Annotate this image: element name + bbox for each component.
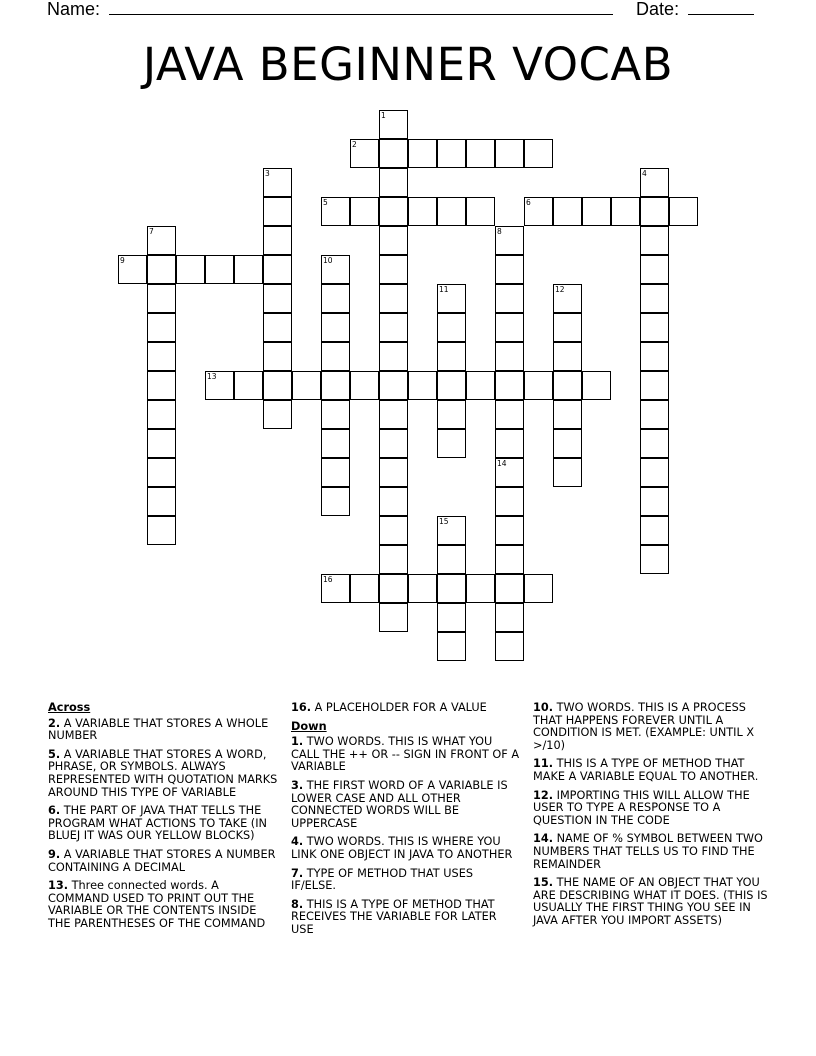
grid-cell[interactable] (524, 139, 553, 168)
grid-cell[interactable] (437, 603, 466, 632)
grid-cell[interactable] (321, 284, 350, 313)
grid-cell[interactable] (553, 400, 582, 429)
grid-cell[interactable] (466, 371, 495, 400)
grid-cell[interactable] (640, 487, 669, 516)
grid-cell[interactable] (640, 255, 669, 284)
grid-cell[interactable] (205, 255, 234, 284)
across-clue (291, 702, 521, 715)
grid-cell[interactable] (553, 284, 582, 313)
grid-cell[interactable] (524, 197, 553, 226)
grid-cell[interactable] (379, 429, 408, 458)
grid-cell[interactable] (437, 313, 466, 342)
clue-number: 11 (439, 285, 449, 294)
grid-cell[interactable] (466, 197, 495, 226)
grid-cell[interactable] (292, 371, 321, 400)
clue-number-label: 10. (533, 701, 554, 714)
clue-text: THE NAME OF AN OBJECT THAT YOU ARE DESCRIBING WHAT IT DOES. (THIS IS USUALLY THE FIRST THING YOU SEE IN JAVA AFTER YOU IMPORT ASSETS) (533, 876, 768, 927)
grid-cell[interactable] (379, 603, 408, 632)
grid-cell[interactable] (437, 574, 466, 603)
grid-cell[interactable] (118, 255, 147, 284)
grid-cell[interactable] (640, 371, 669, 400)
grid-cell[interactable] (379, 313, 408, 342)
clue-number: 12 (555, 285, 565, 294)
grid-cell[interactable] (611, 197, 640, 226)
grid-cell[interactable] (437, 342, 466, 371)
clue-number-label: 13. (48, 879, 69, 893)
grid-cell[interactable] (263, 342, 292, 371)
grid-cell[interactable] (147, 516, 176, 545)
grid-cell[interactable] (524, 574, 553, 603)
grid-cell[interactable] (495, 574, 524, 603)
clue-number-label: 3. (291, 778, 304, 792)
across-clue (48, 749, 280, 799)
grid-cell[interactable] (379, 255, 408, 284)
grid-cell[interactable] (495, 603, 524, 632)
grid-cell[interactable] (321, 342, 350, 371)
clue-number: 15 (439, 517, 449, 526)
down-clue (533, 877, 769, 927)
grid-cell[interactable] (379, 284, 408, 313)
grid-cell[interactable] (350, 197, 379, 226)
grid-cell[interactable] (495, 487, 524, 516)
grid-cell[interactable] (640, 516, 669, 545)
grid-cell[interactable] (321, 458, 350, 487)
down-clue (533, 833, 769, 871)
across-clue (48, 718, 280, 743)
grid-cell[interactable] (147, 226, 176, 255)
down-clue (533, 702, 769, 752)
clue-text: IMPORTING THIS WILL ALLOW THE USER TO TYPE A RESPONSE TO A QUESTION IN THE CODE (533, 788, 750, 827)
grid-cell[interactable] (379, 226, 408, 255)
grid-cell[interactable] (263, 255, 292, 284)
grid-cell[interactable] (321, 197, 350, 226)
grid-cell[interactable] (495, 139, 524, 168)
across-clue (48, 849, 280, 874)
grid-cell[interactable] (495, 226, 524, 255)
grid-cell[interactable] (408, 139, 437, 168)
name-label: Name: (47, 0, 101, 19)
grid-cell[interactable] (582, 371, 611, 400)
grid-cell[interactable] (147, 255, 176, 284)
grid-cell[interactable] (437, 516, 466, 545)
clue-number-label: 16. (291, 701, 312, 714)
grid-cell[interactable] (350, 371, 379, 400)
grid-cell[interactable] (263, 284, 292, 313)
clue-text: A VARIABLE THAT STORES A WHOLE NUMBER (48, 716, 269, 743)
clue-text: THE FIRST WORD OF A VARIABLE IS LOWER CASE AND ALL OTHER CONNECTED WORDS WILL BE UPPERCASE (291, 778, 508, 830)
grid-cell[interactable] (379, 400, 408, 429)
grid-cell[interactable] (553, 371, 582, 400)
grid-cell[interactable] (147, 458, 176, 487)
grid-cell[interactable] (466, 139, 495, 168)
clue-number: 3 (265, 169, 270, 178)
grid-cell[interactable] (437, 400, 466, 429)
clue-number-label: 1. (291, 735, 304, 749)
down-clue (291, 868, 521, 893)
grid-cell[interactable] (379, 139, 408, 168)
grid-cell[interactable] (582, 197, 611, 226)
clue-column-3 (533, 702, 769, 934)
clue-column-2 (291, 702, 521, 943)
clue-number-label: 5. (48, 747, 61, 761)
grid-cell[interactable] (437, 545, 466, 574)
clue-number-label: 7. (291, 866, 304, 880)
grid-cell[interactable] (321, 313, 350, 342)
down-clue (533, 790, 769, 828)
clue-text: TWO WORDS. THIS IS A PROCESS THAT HAPPENS FOREVER UNTIL A CONDITION IS MET. (EXAMPLE: UNTIL X >/10) (533, 701, 755, 752)
clue-text: Three connected words. A COMMAND USED TO PRINT OUT THE VARIABLE OR THE CONTENTS INSIDE THE PARENTHESES OF THE COMMAND (48, 879, 266, 930)
down-clue (533, 758, 769, 783)
grid-cell[interactable] (379, 458, 408, 487)
grid-cell[interactable] (408, 574, 437, 603)
grid-cell[interactable] (263, 313, 292, 342)
clue-number: 6 (526, 198, 531, 207)
grid-cell[interactable] (263, 371, 292, 400)
grid-cell[interactable] (640, 342, 669, 371)
grid-cell[interactable] (147, 429, 176, 458)
clue-number: 9 (120, 256, 125, 265)
grid-cell[interactable] (350, 139, 379, 168)
grid-cell[interactable] (495, 429, 524, 458)
grid-cell[interactable] (437, 197, 466, 226)
grid-cell[interactable] (669, 197, 698, 226)
grid-cell[interactable] (379, 342, 408, 371)
clue-text: A VARIABLE THAT STORES A WORD, PHRASE, OR SYMBOLS. ALWAYS REPRESENTED WITH QUOTATION MARKS AROUND THIS TYPE OF VARIABLE (48, 747, 278, 799)
grid-cell[interactable] (321, 371, 350, 400)
across-heading: Across (48, 701, 91, 714)
clue-number-label: 6. (48, 804, 61, 818)
clue-text: A PLACEHOLDER FOR A VALUE (311, 701, 487, 714)
grid-cell[interactable] (350, 574, 379, 603)
grid-cell[interactable] (640, 197, 669, 226)
grid-cell[interactable] (437, 429, 466, 458)
clue-number: 2 (352, 140, 357, 149)
clue-number-label: 2. (48, 716, 61, 730)
grid-cell[interactable] (640, 429, 669, 458)
grid-cell[interactable] (147, 371, 176, 400)
down-clue (291, 836, 521, 861)
clue-number: 14 (497, 459, 507, 468)
clue-text: NAME OF % SYMBOL BETWEEN TWO NUMBERS THAT TELLS US TO FIND THE REMAINDER (533, 832, 763, 871)
clue-number-label: 11. (533, 757, 554, 771)
clue-number-label: 14. (533, 832, 554, 846)
grid-cell[interactable] (640, 284, 669, 313)
grid-cell[interactable] (263, 226, 292, 255)
grid-cell[interactable] (495, 545, 524, 574)
grid-cell[interactable] (495, 313, 524, 342)
page-title: JAVA BEGINNER VOCAB (142, 38, 674, 91)
clue-number: 16 (323, 575, 333, 584)
across-clue (48, 805, 280, 843)
grid-cell[interactable] (553, 197, 582, 226)
grid-cell[interactable] (147, 342, 176, 371)
grid-cell[interactable] (379, 574, 408, 603)
grid-cell[interactable] (437, 284, 466, 313)
clue-text: THE PART OF JAVA THAT TELLS THE PROGRAM WHAT ACTIONS TO TAKE (IN BLUEJ IT WAS OUR YELLOW BLOCKS) (48, 804, 267, 843)
grid-cell[interactable] (466, 574, 495, 603)
grid-cell[interactable] (495, 632, 524, 661)
date-label: Date: (636, 0, 680, 19)
clue-number: 1 (381, 111, 386, 120)
grid-cell[interactable] (379, 487, 408, 516)
clue-number-label: 15. (533, 876, 554, 890)
clue-text: TWO WORDS. THIS IS WHAT YOU CALL THE ++ OR -- SIGN IN FRONT OF A VARIABLE (291, 735, 520, 774)
grid-cell[interactable] (408, 197, 437, 226)
grid-cell[interactable] (205, 371, 234, 400)
grid-cell[interactable] (495, 400, 524, 429)
clue-text: THIS IS A TYPE OF METHOD THAT MAKE A VARIABLE EQUAL TO ANOTHER. (533, 757, 759, 783)
down-clue (291, 736, 521, 774)
grid-cell[interactable] (234, 255, 263, 284)
grid-cell[interactable] (263, 168, 292, 197)
clue-text: THIS IS A TYPE OF METHOD THAT RECEIVES THE VARIABLE FOR LATER USE (291, 897, 497, 936)
clue-number: 4 (642, 169, 647, 178)
grid-cell[interactable] (640, 458, 669, 487)
grid-cell[interactable] (379, 516, 408, 545)
grid-cell[interactable] (379, 168, 408, 197)
clue-number-label: 9. (48, 847, 61, 861)
grid-cell[interactable] (640, 168, 669, 197)
down-heading: Down (291, 719, 327, 733)
grid-cell[interactable] (495, 371, 524, 400)
grid-cell[interactable] (553, 458, 582, 487)
grid-cell[interactable] (495, 284, 524, 313)
grid-cell[interactable] (524, 371, 553, 400)
grid-cell[interactable] (147, 284, 176, 313)
grid-cell[interactable] (495, 458, 524, 487)
grid-cell[interactable] (234, 371, 263, 400)
grid-cell[interactable] (437, 139, 466, 168)
grid-cell[interactable] (553, 429, 582, 458)
clue-number: 8 (497, 227, 502, 236)
grid-cell[interactable] (321, 487, 350, 516)
clue-number-label: 4. (291, 835, 304, 849)
clue-text: A VARIABLE THAT STORES A NUMBER CONTAINING A DECIMAL (48, 847, 276, 874)
clue-text: TYPE OF METHOD THAT USES IF/ELSE. (291, 866, 474, 893)
clue-number-label: 8. (291, 897, 304, 911)
down-clue (291, 780, 521, 830)
grid-cell[interactable] (495, 342, 524, 371)
grid-cell[interactable] (147, 487, 176, 516)
clue-number: 13 (207, 372, 217, 381)
grid-cell[interactable] (321, 574, 350, 603)
grid-cell[interactable] (321, 429, 350, 458)
grid-cell[interactable] (437, 632, 466, 661)
grid-cell[interactable] (495, 516, 524, 545)
grid-cell[interactable] (640, 313, 669, 342)
grid-cell[interactable] (437, 371, 466, 400)
grid-cell[interactable] (640, 226, 669, 255)
grid-cell[interactable] (176, 255, 205, 284)
grid-cell[interactable] (379, 545, 408, 574)
grid-cell[interactable] (640, 545, 669, 574)
grid-cell[interactable] (321, 255, 350, 284)
clue-number: 5 (323, 198, 328, 207)
grid-cell[interactable] (379, 110, 408, 139)
clue-text: TWO WORDS. THIS IS WHERE YOU LINK ONE OBJECT IN JAVA TO ANOTHER (291, 835, 513, 861)
grid-cell[interactable] (553, 342, 582, 371)
grid-cell[interactable] (379, 371, 408, 400)
grid-cell[interactable] (321, 400, 350, 429)
clue-column-1 (48, 702, 280, 937)
across-clue (48, 880, 280, 930)
grid-cell[interactable] (553, 313, 582, 342)
clue-number-label: 12. (533, 788, 554, 802)
grid-cell[interactable] (379, 197, 408, 226)
grid-cell[interactable] (263, 400, 292, 429)
down-clue (291, 899, 521, 937)
grid-cell[interactable] (147, 400, 176, 429)
clue-number: 7 (149, 227, 154, 236)
grid-cell[interactable] (408, 371, 437, 400)
clue-number: 10 (323, 256, 333, 265)
grid-cell[interactable] (640, 400, 669, 429)
grid-cell[interactable] (147, 313, 176, 342)
grid-cell[interactable] (495, 255, 524, 284)
grid-cell[interactable] (263, 197, 292, 226)
